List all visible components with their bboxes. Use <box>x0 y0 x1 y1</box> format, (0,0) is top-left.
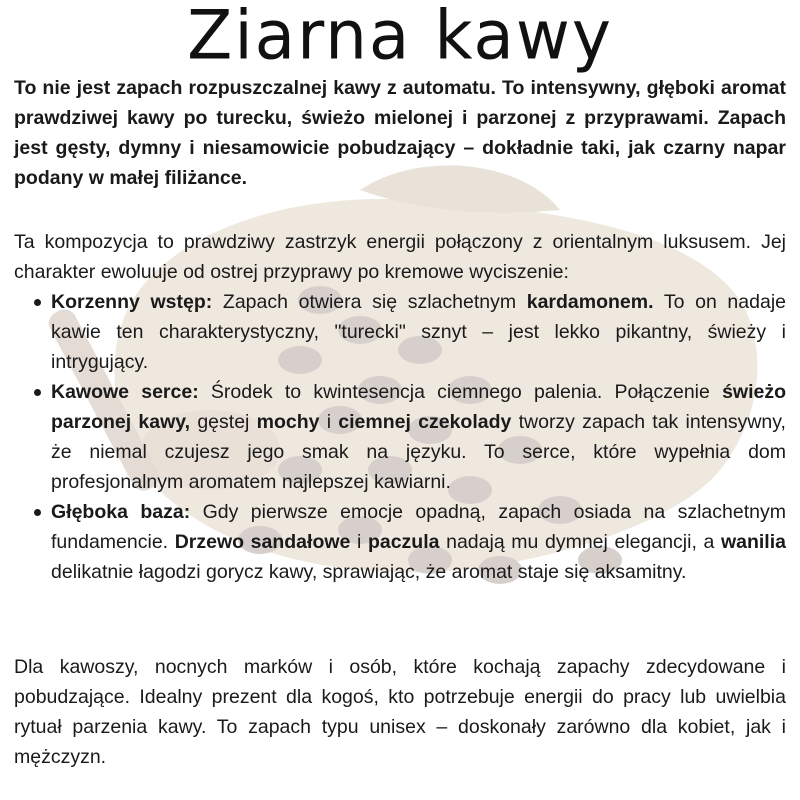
list-item-top-notes: Korzenny wstęp: Zapach otwiera się szlachetnym kardamonem. To on nadaje kawie ten charakterystyczny, "turecki" sznyt – jest lekko pikantny, świeży i intrygujący. <box>14 287 786 377</box>
note-heading: Kawowe serce: <box>51 381 199 403</box>
list-item-base-notes: Głęboka baza: Gdy pierwsze emocje opadną, zapach osiada na szlachetnym fundamencie. Drzewo sandałowe i paczula nadają mu dymnej elegancji, a wanilia delikatnie łagodzi gorycz kawy, sprawiając, że aromat staje się aksamitny. <box>14 497 786 587</box>
fragrance-notes-list <box>14 287 786 587</box>
page-title: Ziarna kawy <box>187 0 613 75</box>
note-heading: Korzenny wstęp: <box>51 291 213 313</box>
note-heading: Głęboka baza: <box>51 501 191 523</box>
intro-paragraph: To nie jest zapach rozpuszczalnej kawy z automatu. To intensywny, głęboki aromat prawdziwej kawy po turecku, świeżo mielonej i parzonej z przyprawami. Zapach jest gęsty, dymny i niesamowicie pobudzający – dokładnie taki, jak czarny napar podany w małej filiżance. <box>14 77 786 189</box>
lead-paragraph: Ta kompozycja to prawdziwy zastrzyk energii połączony z orientalnym luksusem. Jej charakter ewoluuje od ostrej przyprawy po kremowe wyciszenie: <box>14 231 786 283</box>
outro-paragraph: Dla kawoszy, nocnych marków i osób, które kochają zapachy zdecydowane i pobudzające. Idealny prezent dla kogoś, kto potrzebuje energii do pracy lub uwielbia rytuał parzenia kawy. To zapach typu unisex – doskonały zarówno dla kobiet, jak i mężczyzn. <box>14 656 786 768</box>
list-item-heart-notes: Kawowe serce: Środek to kwintesencja ciemnego palenia. Połączenie świeżo parzonej kawy, gęstej mochy i ciemnej czekolady tworzy zapach tak intensywny, że niemal czujesz jego smak na języku. To serce, które wypełnia dom profesjonalnym aromatem najlepszej kawiarni. <box>14 377 786 497</box>
